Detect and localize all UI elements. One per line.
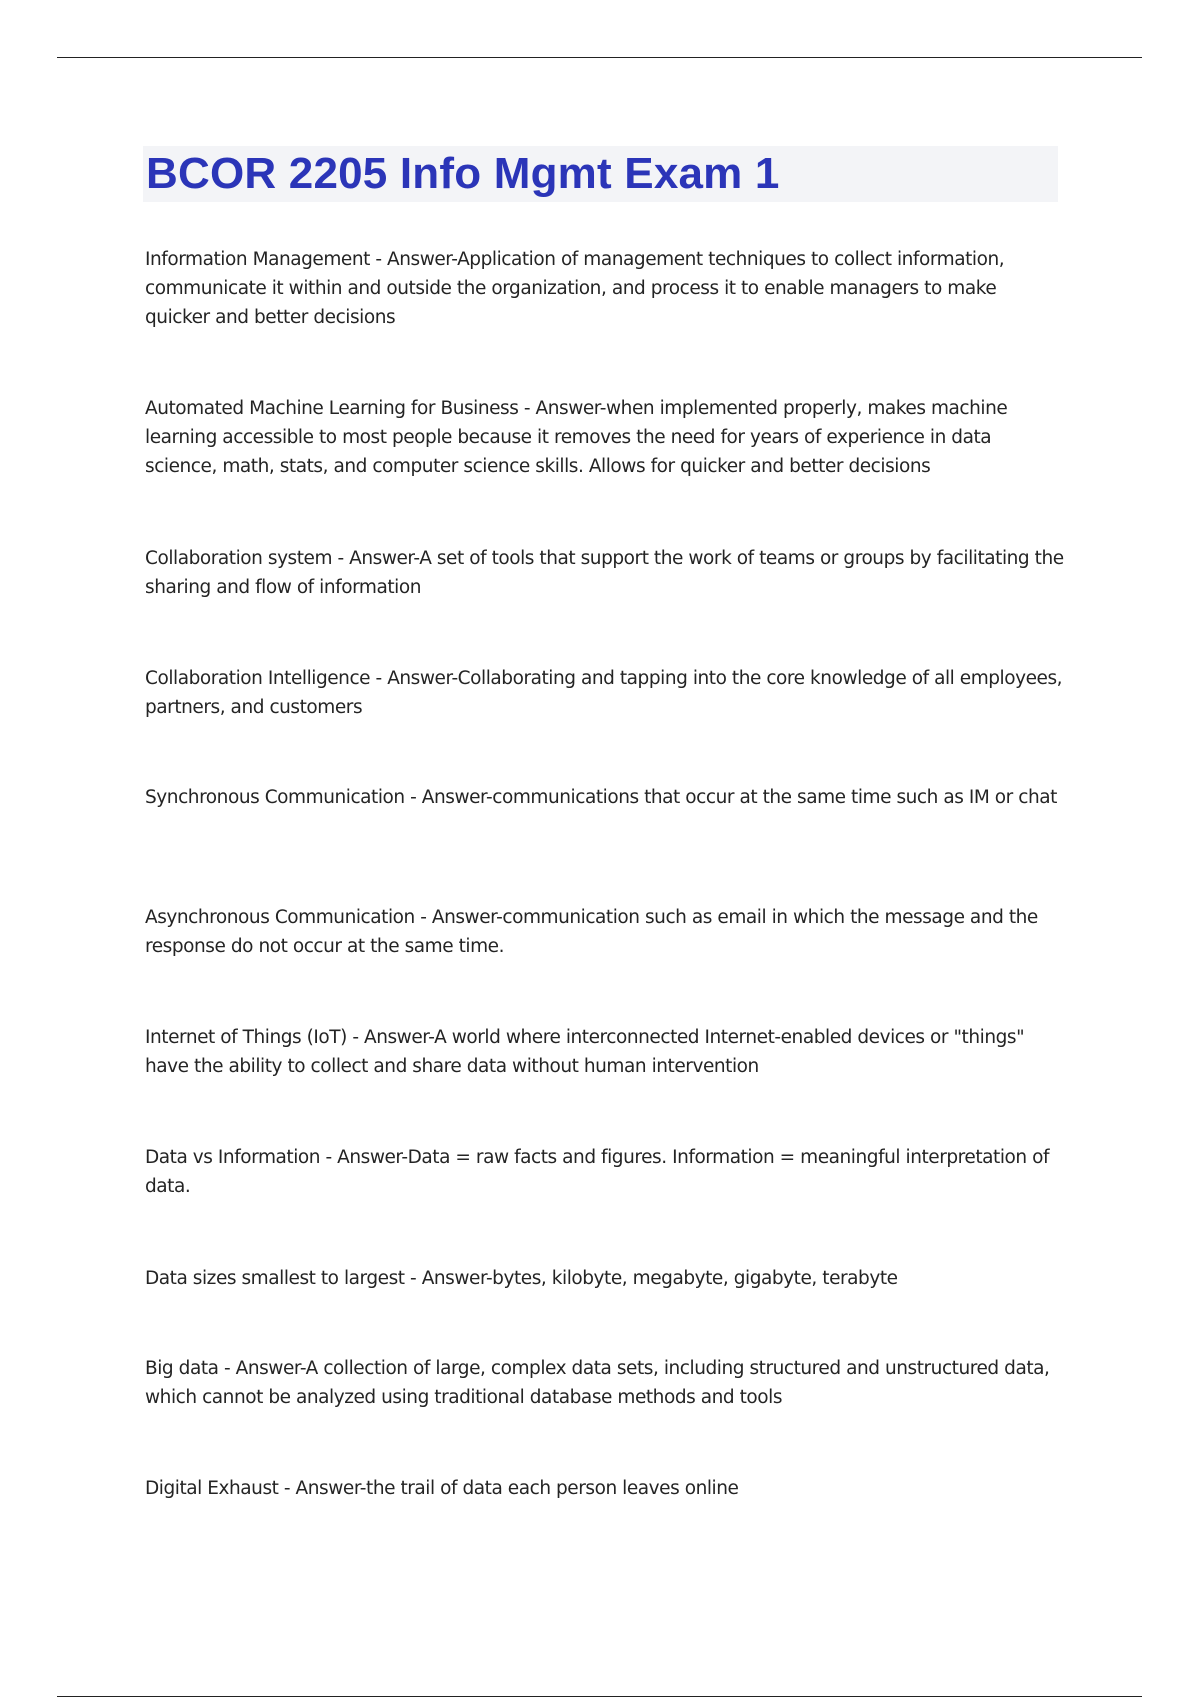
entry-asynchronous-communication: Asynchronous Communication - Answer-communication such as email in which the message and the response do not occur at the same time. xyxy=(145,907,1038,957)
entry-data-vs-information: Data vs Information - Answer-Data = raw facts and figures. Information = meaningful interpretation of data. xyxy=(145,1147,1050,1197)
bottom-rule xyxy=(57,1696,1142,1697)
entry-data-sizes: Data sizes smallest to largest - Answer-bytes, kilobyte, megabyte, gigabyte, terabyte xyxy=(145,1268,898,1289)
entry-automated-machine-learning: Automated Machine Learning for Business - Answer-when implemented properly, makes machine learning accessible to most people because it removes the need for years of experience in data science, math, stats, and computer science skills. Allows for quicker and better decisions xyxy=(145,398,1008,477)
top-rule xyxy=(57,57,1142,58)
entry-synchronous-communication: Synchronous Communication - Answer-communications that occur at the same time such as IM or chat xyxy=(145,787,1057,808)
entry-information-management: Information Management - Answer-Application of management techniques to collect information, communicate it within and outside the organization, and process it to enable managers to make quicker and better decisions xyxy=(145,249,1005,328)
document-title: BCOR 2205 Info Mgmt Exam 1 xyxy=(146,149,780,198)
entry-digital-exhaust: Digital Exhaust - Answer-the trail of data each person leaves online xyxy=(145,1478,739,1499)
title-band xyxy=(143,146,1058,202)
entry-big-data: Big data - Answer-A collection of large, complex data sets, including structured and unstructured data, which cannot be analyzed using traditional database methods and tools xyxy=(145,1358,1050,1408)
entry-internet-of-things: Internet of Things (IoT) - Answer-A world where interconnected Internet-enabled devices or "things" have the ability to collect and share data without human intervention xyxy=(145,1027,1025,1077)
entry-collaboration-intelligence: Collaboration Intelligence - Answer-Collaborating and tapping into the core knowledge of all employees, partners, and customers xyxy=(145,668,1063,718)
entry-collaboration-system: Collaboration system - Answer-A set of tools that support the work of teams or groups by facilitating the sharing and flow of information xyxy=(145,548,1064,598)
